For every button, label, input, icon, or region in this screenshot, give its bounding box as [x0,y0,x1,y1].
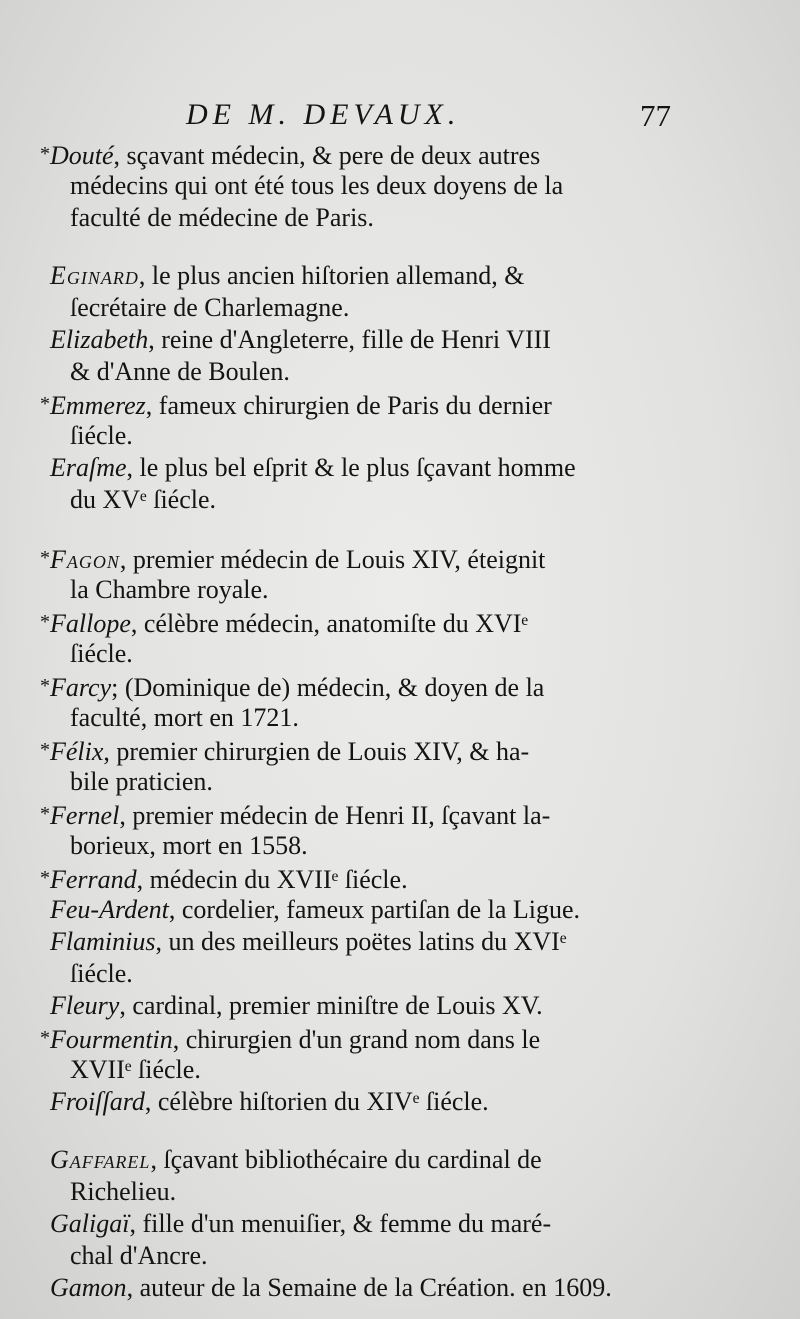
entry-continuation-line [40,170,690,202]
entry-text: , cordelier, fameux partiſan de la Ligue. [168,895,581,924]
entry-headword: Flaminius [50,927,156,956]
entry-text: , ſçavant bibliothécaire du cardinal de [150,1145,542,1174]
entry-continuation-line [40,202,690,234]
entry-text: chal d'Ancre. [70,1241,208,1270]
entry-text: & d'Anne de Boulen. [70,357,290,386]
entry-headword: Galigaï [50,1209,130,1238]
entry-headword: Gamon [50,1273,127,1302]
asterisk-marker: * [40,803,50,825]
entry-text: ſecrétaire de Charlemagne. [70,293,350,322]
entry-continuation-line [40,1054,690,1086]
entry-continuation-line [40,1240,690,1272]
entry-line [40,388,690,420]
entry-continuation-line [40,958,690,990]
section-gap [40,234,690,260]
entry-headword: Félix [50,737,104,766]
section-gap [40,516,690,542]
page-number: 77 [640,98,671,133]
entry-text: Richelieu. [70,1177,177,1206]
entry-text: du XVᵉ ſiécle. [70,485,217,514]
entry-text: ſiécle. [70,959,133,988]
asterisk-marker: * [40,867,50,889]
entry-line [40,798,690,830]
section-gap [40,1118,690,1144]
entry-text: , premier chirurgien de Louis XIV, & ha- [103,737,530,766]
entry-line [40,1208,690,1240]
entry-text: ; (Dominique de) médecin, & doyen de la [111,673,545,702]
entry-text: , fille d'un menuiſier, & femme du maré- [129,1209,552,1238]
entry-text: bile praticien. [70,767,213,796]
entry-headword: Fernel [50,801,120,830]
page-header [0,98,800,138]
entry-headword: Ferrand [50,865,137,894]
entry-text: la Chambre royale. [70,575,269,604]
entry-continuation-line [40,292,690,324]
entry-text: , le plus bel eſprit & le plus ſçavant homme [126,453,576,482]
asterisk-marker: * [40,393,50,415]
entry-text: , un des meilleurs poëtes latins du XVIᵉ [155,927,567,956]
asterisk-marker: * [40,675,50,697]
entry-text: borieux, mort en 1558. [70,831,308,860]
entry-line [40,894,690,926]
asterisk-marker: * [40,143,50,165]
entry-text: faculté, mort en 1721. [70,703,299,732]
entry-continuation-line [40,702,690,734]
entry-text: , le plus ancien hiſtorien allemand, & [138,261,525,290]
entry-line [40,990,690,1022]
entry-line [40,1144,690,1176]
running-title: DE M. DEVAUX. [186,98,461,131]
entry-text: , célèbre médecin, anatomiſte du XVIᵉ [130,609,529,638]
entry-headword: Douté [50,141,114,170]
entry-headword: Farcy [50,673,112,702]
asterisk-marker: * [40,547,50,569]
entry-text: médecins qui ont été tous les deux doyens de la [70,171,564,200]
entry-text: , auteur de la Semaine de la Création. en 1609. [126,1273,612,1302]
entry-line [40,862,690,894]
entry-headword: Fallope [50,609,131,638]
entry-headword: Feu-Ardent [50,895,169,924]
entry-text: , sçavant médecin, & pere de deux autres [113,141,541,170]
entry-continuation-line [40,1176,690,1208]
asterisk-marker: * [40,611,50,633]
entry-line [40,734,690,766]
entry-text: , reine d'Angleterre, fille de Henri VIII [148,325,551,354]
entry-headword: Fourmentin [50,1025,173,1054]
entry-continuation-line [40,356,690,388]
entry-text: , fameux chirurgien de Paris du dernier [145,391,552,420]
entry-text: XVIIᵉ ſiécle. [70,1055,201,1084]
entry-line [40,138,690,170]
entry-headword: Fagon [50,545,120,574]
entry-text: , premier médecin de Louis XIV, éteignit [119,545,546,574]
entry-text: ſiécle. [70,639,133,668]
entry-headword: Gaffarel [50,1145,151,1174]
entry-line [40,1272,690,1304]
asterisk-marker: * [40,739,50,761]
entry-headword: Eginard [50,261,139,290]
entry-continuation-line [40,638,690,670]
entry-text: ſiécle. [70,421,133,450]
entry-headword: Emmerez [50,391,146,420]
entry-line [40,324,690,356]
entry-text: , chirurgien d'un grand nom dans le [172,1025,541,1054]
entry-list [40,138,690,1304]
entry-line [40,1086,690,1118]
entry-continuation-line [40,766,690,798]
entry-headword: Fleury [50,991,120,1020]
entry-text: , cardinal, premier miniſtre de Louis XV. [119,991,543,1020]
entry-line [40,926,690,958]
entry-line [40,606,690,638]
entry-text: faculté de médecine de Paris. [70,203,374,232]
entry-text: , premier médecin de Henri II, ſçavant la- [119,801,551,830]
entry-line [40,260,690,292]
entry-continuation-line [40,574,690,606]
entry-continuation-line [40,420,690,452]
entry-continuation-line [40,830,690,862]
entry-continuation-line [40,484,690,516]
entry-headword: Froiſſard [50,1087,145,1116]
asterisk-marker: * [40,1027,50,1049]
entry-headword: Eraſme [50,453,127,482]
entry-line [40,452,690,484]
entry-headword: Elizabeth [50,325,149,354]
entry-line [40,670,690,702]
entry-line [40,542,690,574]
entry-text: , médecin du XVIIᵉ ſiécle. [136,865,408,894]
entry-line [40,1022,690,1054]
entry-text: , célèbre hiſtorien du XIVᵉ ſiécle. [144,1087,489,1116]
